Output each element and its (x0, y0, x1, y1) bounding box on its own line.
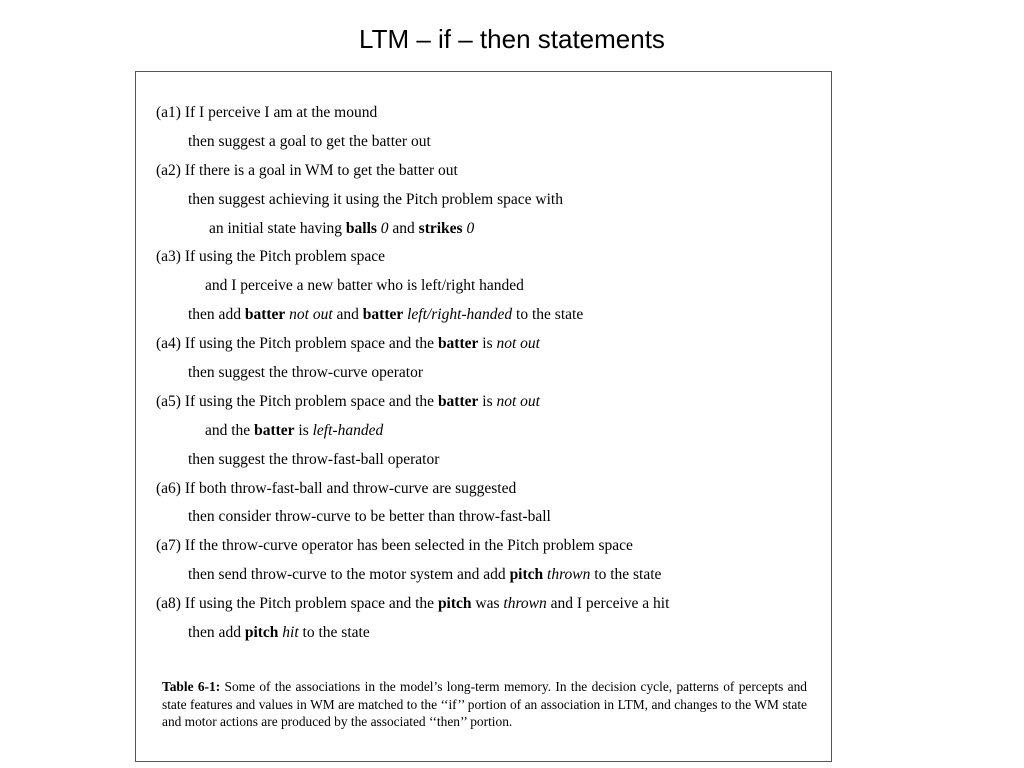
rule-line (156, 246, 816, 275)
rule-text-segment: (a4) If using the Pitch problem space and the (156, 335, 438, 353)
rule-text-segment: is (478, 392, 497, 410)
rule-text-segment: 0 (466, 219, 475, 237)
rule-text-segment: and I perceive a new batter who is left/right handed (205, 277, 524, 295)
rule-line (156, 304, 816, 333)
rule-line (156, 478, 816, 507)
caption-text: Some of the associations in the model’s long-term memory. In the decision cycle, patterns of percepts and state features and values in WM are matched to the ‘‘if’’ portion of an association in LTM, and changes to the WM state and motor actions are produced by the associated ‘‘then’’ portion. (162, 679, 807, 729)
rule-text-segment: then suggest a goal to get the batter out (188, 132, 431, 150)
rule-text-segment: to the state (590, 566, 662, 584)
rule-text-segment: thrown (547, 566, 591, 584)
rule-text-segment: pitch (244, 624, 279, 642)
rule-text-segment: batter (437, 392, 479, 410)
rule-line (156, 275, 816, 304)
rule-text-segment: not out (289, 306, 333, 324)
rule-line (156, 535, 816, 564)
rule-text-segment: then add (188, 624, 245, 642)
rule-text-segment: pitch (509, 566, 544, 584)
rule-text-segment: to the state (298, 624, 370, 642)
slide-title: LTM – if – then statements (359, 24, 665, 54)
rule-text-segment: and I perceive a hit (546, 595, 670, 613)
rule-text-segment: then suggest the throw-curve operator (188, 364, 424, 382)
rule-text-segment: an initial state having (209, 219, 346, 237)
rule-text-segment: (a6) If both throw-fast-ball and throw-curve are suggested (156, 479, 517, 497)
rule-text-segment: thrown (503, 595, 547, 613)
rule-line (156, 449, 816, 478)
rule-line (156, 622, 816, 651)
rule-line (156, 506, 816, 535)
rule-line (156, 420, 816, 449)
rule-text-segment: (a2) If there is a goal in WM to get the batter out (156, 161, 458, 179)
table-caption (162, 678, 807, 731)
rule-text-segment: batter (362, 306, 404, 324)
rule-text-segment: then add (188, 306, 245, 324)
rule-text-segment: left/right-handed (407, 306, 513, 324)
rule-line (156, 218, 816, 247)
rule-line (156, 564, 816, 593)
rule-text-segment: and the (205, 421, 255, 439)
rule-text-segment: batter (437, 335, 479, 353)
rule-line (156, 160, 816, 189)
rule-text-segment: pitch (437, 595, 472, 613)
rule-text-segment: (a1) If I perceive I am at the mound (156, 104, 378, 121)
rule-text-segment: left-handed (312, 421, 384, 439)
rule-text-segment: to the state (512, 306, 584, 324)
rule-line (156, 131, 816, 160)
rule-text-segment: and (388, 219, 419, 237)
rule-text-segment: then suggest the throw-fast-ball operator (188, 450, 440, 468)
rule-text-segment: strikes (418, 219, 463, 237)
rule-text-segment: then suggest achieving it using the Pitch problem space with (188, 190, 563, 208)
rule-text-segment: is (294, 421, 313, 439)
rule-line (156, 333, 816, 362)
rule-line (156, 362, 816, 391)
rule-text-segment: (a7) If the throw-curve operator has been selected in the Pitch problem space (156, 537, 633, 555)
caption-label: Table 6-1: (162, 679, 221, 694)
rule-line (156, 391, 816, 420)
rule-line (156, 102, 816, 131)
rule-text-segment: not out (496, 392, 540, 410)
rule-text-segment: not out (496, 335, 540, 353)
rule-text-segment: 0 (380, 219, 389, 237)
rule-text-segment: was (471, 595, 504, 613)
rule-text-segment: (a8) If using the Pitch problem space and the (156, 595, 438, 613)
rule-text-segment: then send throw-curve to the motor system and add (188, 566, 510, 584)
rule-text-segment: hit (282, 624, 299, 642)
rule-text-segment: batter (244, 306, 286, 324)
rules-list (156, 102, 816, 651)
rule-text-segment: and (332, 306, 363, 324)
table-figure (135, 71, 832, 762)
rule-text-segment: balls (345, 219, 377, 237)
rule-line (156, 189, 816, 218)
rule-text-segment: is (478, 335, 497, 353)
rule-text-segment: batter (254, 421, 295, 439)
rule-line (156, 593, 816, 622)
rule-text-segment: then consider throw-curve to be better than throw-fast-ball (188, 508, 551, 526)
rule-text-segment: (a3) If using the Pitch problem space (156, 248, 385, 266)
rule-text-segment: (a5) If using the Pitch problem space and the (156, 392, 438, 410)
